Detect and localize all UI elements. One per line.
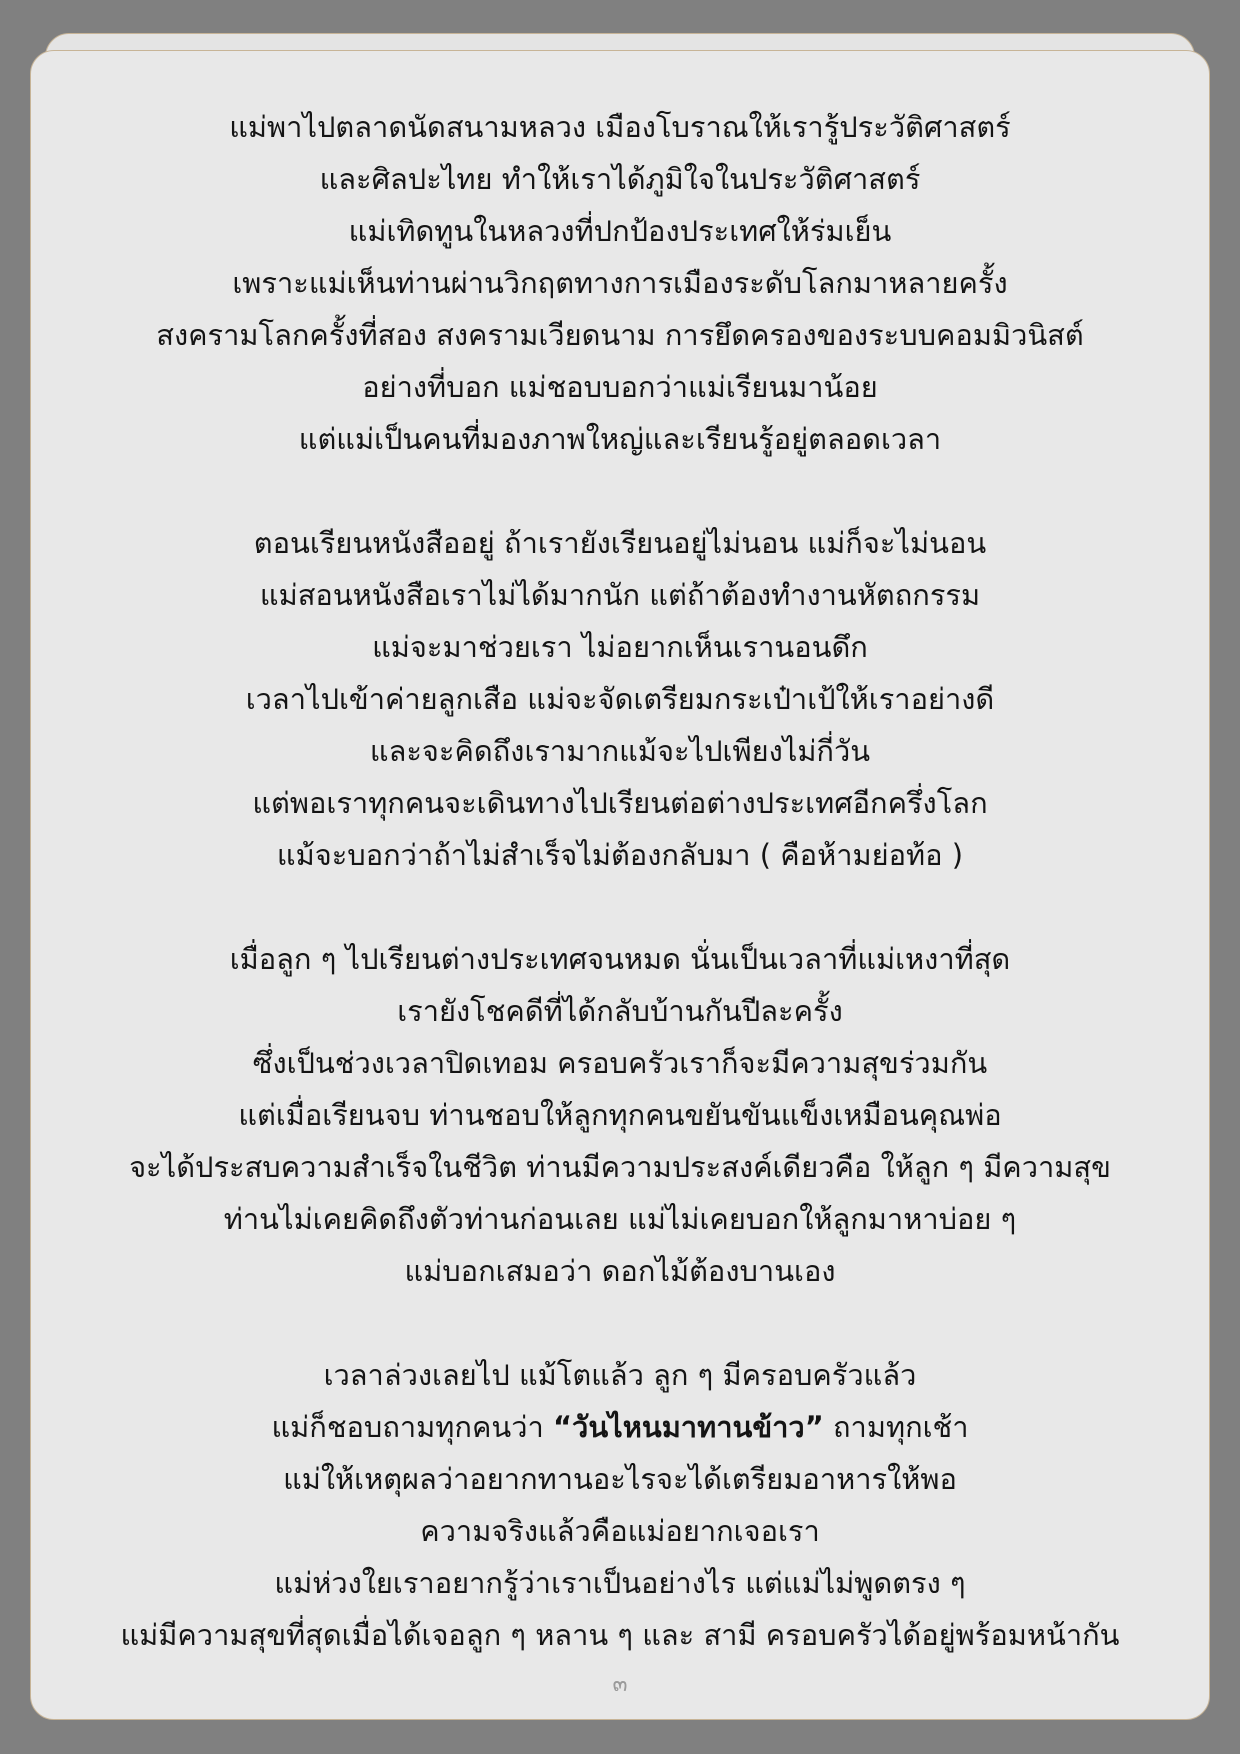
poem-line: จะได้ประสบความสำเร็จในชีวิต ท่านมีความประสงค์เดียวคือ ให้ลูก ๆ มีความสุข — [129, 1150, 1111, 1184]
poem-line: แม่ให้เหตุผลว่าอยากทานอะไรจะได้เตรียมอาหารให้พอ — [283, 1462, 957, 1496]
page-number: ๓ — [612, 1672, 628, 1697]
poem-line: ซึ่งเป็นช่วงเวลาปิดเทอม ครอบครัวเราก็จะมีความสุขร่วมกัน — [252, 1046, 988, 1080]
poem-line: แม่เทิดทูนในหลวงที่ปกป้องประเทศให้ร่มเย็น — [348, 214, 892, 248]
poem-line: แม่บอกเสมอว่า ดอกไม้ต้องบานเอง — [404, 1254, 836, 1288]
poem-line: แม่ห่วงใยเราอยากรู้ว่าเราเป็นอย่างไร แต่แม่ไม่พูดตรง ๆ — [274, 1566, 966, 1600]
document-page — [30, 50, 1210, 1720]
poem-body — [31, 101, 1209, 1713]
poem-line: แม้จะบอกว่าถ้าไม่สำเร็จไม่ต้องกลับมา ( คือห้ามย่อท้อ ) — [276, 838, 964, 872]
poem-line: ความจริงแล้วคือแม่อยากเจอเรา — [420, 1514, 820, 1548]
poem-line: แต่เมื่อเรียนจบ ท่านชอบให้ลูกทุกคนขยันขันแข็งเหมือนคุณพ่อ — [238, 1098, 1002, 1132]
stanza-3 — [31, 933, 1209, 1297]
poem-line: แม่พาไปตลาดนัดสนามหลวง เมืองโบราณให้เรารู้ประวัติศาสตร์ — [229, 110, 1011, 144]
quote-tail: ถามทุกเช้า — [823, 1410, 969, 1444]
poem-line: และศิลปะไทย ทำให้เราได้ภูมิใจในประวัติศาสตร์ — [319, 162, 921, 196]
poem-line: เพราะแม่เห็นท่านผ่านวิกฤตทางการเมืองระดับโลกมาหลายครั้ง — [232, 266, 1008, 300]
poem-line-with-quote — [31, 1401, 1209, 1453]
stanza-2 — [31, 517, 1209, 881]
poem-line: ตอนเรียนหนังสืออยู่ ถ้าเรายังเรียนอยู่ไม่นอน แม่ก็จะไม่นอน — [253, 526, 987, 560]
poem-line: เมื่อลูก ๆ ไปเรียนต่างประเทศจนหมด นั่นเป็นเวลาที่แม่เหงาที่สุด — [229, 942, 1011, 976]
poem-line: แต่พอเราทุกคนจะเดินทางไปเรียนต่อต่างประเทศอีกครึ่งโลก — [252, 786, 988, 820]
poem-line: แม่จะมาช่วยเรา ไม่อยากเห็นเรานอนดึก — [372, 630, 868, 664]
poem-line: เวลาไปเข้าค่ายลูกเสือ แม่จะจัดเตรียมกระเป๋าเป้ให้เราอย่างดี — [245, 682, 995, 716]
poem-line: เรายังโชคดีที่ได้กลับบ้านกันปีละครั้ง — [397, 994, 843, 1028]
poem-line: แต่แม่เป็นคนที่มองภาพใหญ่และเรียนรู้อยู่ตลอดเวลา — [298, 422, 942, 456]
poem-line: และจะคิดถึงเรามากแม้จะไปเพียงไม่กี่วัน — [369, 734, 871, 768]
stanza-4 — [31, 1349, 1209, 1661]
stanza-1 — [31, 101, 1209, 465]
poem-line: เวลาล่วงเลยไป แม้โตแล้ว ลูก ๆ มีครอบครัวแล้ว — [323, 1358, 917, 1392]
poem-line: ท่านไม่เคยคิดถึงตัวท่านก่อนเลย แม่ไม่เคยบอกให้ลูกมาหาบ่อย ๆ — [223, 1202, 1017, 1236]
poem-line: แม่สอนหนังสือเราไม่ได้มากนัก แต่ถ้าต้องทำงานหัตถกรรม — [259, 578, 981, 612]
poem-line: แม่มีความสุขที่สุดเมื่อได้เจอลูก ๆ หลาน ๆ และ สามี ครอบครัวได้อยู่พร้อมหน้ากัน — [120, 1618, 1120, 1652]
poem-line: อย่างที่บอก แม่ชอบบอกว่าแม่เรียนมาน้อย — [362, 370, 878, 404]
poem-line: สงครามโลกครั้งที่สอง สงครามเวียดนาม การยึดครองของระบบคอมมิวนิสต์ — [156, 318, 1084, 352]
bold-quote: “วันไหนมาทานข้าว” — [553, 1410, 824, 1444]
quote-lead-in: แม่ก็ชอบถามทุกคนว่า — [271, 1410, 553, 1444]
